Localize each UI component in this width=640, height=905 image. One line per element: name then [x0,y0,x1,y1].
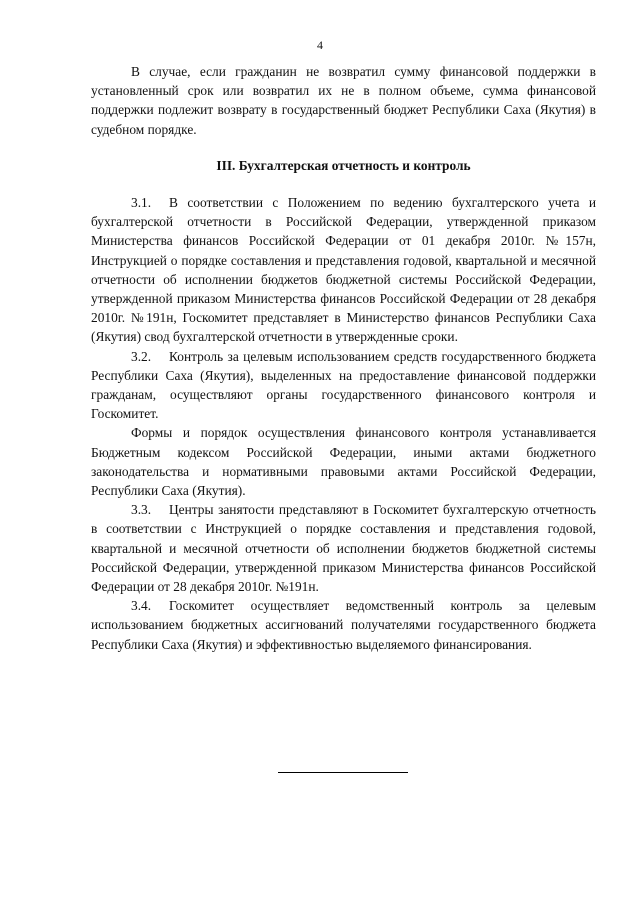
document-body [91,62,596,654]
intro-paragraph: В случае, если гражданин не возвратил сумму финансовой поддержки в установленный срок или возвратил их не в полном объеме, сумма финансовой поддержки подлежит возврату в государственный бюджет Республики Саха (Якутия) в судебном порядке. [91,64,596,137]
clause-number: 3.2. [131,348,152,364]
clause-text: Госкомитет осуществляет ведомственный контроль за целевым использованием бюджетных ассигнований получателями государственного бюджета Республики Саха (Якутия) и эффективностью выделяемого финансирования. [91,598,596,652]
section-title: III. Бухгалтерская отчетность и контроль [216,157,471,173]
clause-number: 3.4. [131,598,152,614]
clause-3-2 [91,347,596,424]
clause-3-1 [91,193,596,347]
clause-text: Контроль за целевым использованием средств государственного бюджета Республики Саха (Якутия), выделенных на предоставление финансовой поддержки гражданам, осуществляют органы государственного финансового контроля и Госкомитет. [91,348,596,422]
clause-number: 3.3. [131,502,152,518]
clause-number: 3.1. [131,195,152,211]
clause-text: В соответствии с Положением по ведению бухгалтерского учета и бухгалтерской отчетности в Российской Федерации, утвержденной приказом Министерства финансов Российской Федерации от 01 декабря 2010г. №157н, Инструкцией о порядке составления и представления годовой, квартальной и месячной отчетности об исполнении бюджетов бюджетной системы Российской Федерации, утвержденной приказом Министерства финансов Российской Федерации от 28 декабря 2010г. №191н, Госкомитет представляет в Министерство финансов Республики Саха (Якутия) свод бухгалтерской отчетности в утвержденные сроки. [91,195,596,345]
end-divider-line [278,772,408,773]
forms-paragraph: Формы и порядок осуществления финансового контроля устанавливается Бюджетным кодексом Российской Федерации, иными актами бюджетного законодательства и нормативными правовыми актами Российской Федерации, Республики Саха (Якутия). [91,425,596,499]
clause-text: Центры занятости представляют в Госкомитет бухгалтерскую отчетность в соответствии с Инструкцией о порядке составления и представления годовой, квартальной и месячной отчетности об исполнении бюджетов бюджетной системы Российской Федерации, утвержденной приказом Министерства финансов Российской Федерации от 28 декабря 2010г. №191н. [91,502,596,595]
page-number: 4 [317,38,323,52]
clause-3-4 [91,596,596,654]
clause-3-3 [91,500,596,596]
